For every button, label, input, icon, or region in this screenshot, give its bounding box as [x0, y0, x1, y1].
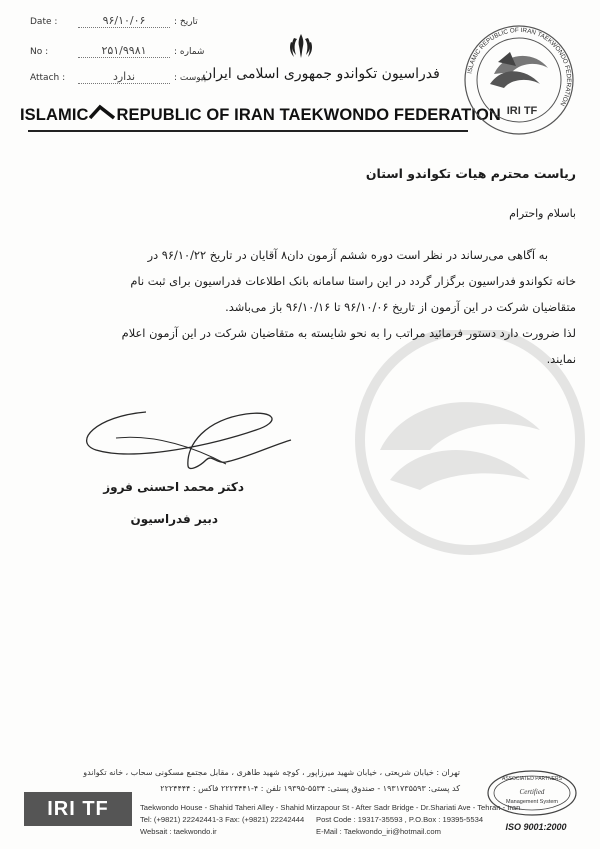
body-line: لذا ضرورت دارد دستور فرمائید مراتب را به نحو شایسته به متقاضیان شرکت در این آزمون اعلام — [121, 326, 576, 340]
letter-salutation: ریاست محترم هیات تکواندو استان — [365, 166, 576, 181]
date-value: ۹۶/۱۰/۰۶ — [78, 14, 170, 28]
seal-mid2-text: Management System — [506, 799, 558, 805]
number-row — [30, 44, 204, 58]
attach-value: ندارد — [78, 70, 170, 84]
footer-en-address: Taekwondo House - Shahid Taheri Alley - Shahid Mirzapour St - After Sadr Bridge - Dr.Shariati Ave - Tehran - Iran — [140, 803, 521, 812]
logo-ring-text: ISLAMIC REPUBLIC OF IRAN TAEKWONDO FEDERATION — [466, 26, 573, 107]
footer-fa-contact: کد پستی: ۱۹۳۱۷۳۵۵۹۳ - صندوق پستی: ۵۵۳۴-۱۹۳۹۵ تلفن : ۴-۲۲۲۴۴۴۱ فاکس : ۲۲۲۴۴۴۴ — [160, 784, 460, 793]
federation-logo-icon — [464, 22, 574, 140]
footer-en-post: Post Code : 19317-35593 , P.O.Box : 19395-5534 — [316, 815, 484, 824]
footer-en-mail: E-Mail : Taekwondo_iri@hotmail.com — [316, 827, 441, 836]
en-title-part-b: REPUBLIC OF IRAN TAEKWONDO FEDERATION — [116, 106, 501, 124]
footer-en-web: Websait : taekwondo.ir — [140, 827, 217, 836]
body-line: نمایند. — [546, 352, 576, 366]
footer-en-tel: Tel: (+9821) 22242441-3 Fax: (+9821) 22242444 — [140, 815, 305, 824]
number-label: No : — [30, 47, 49, 57]
en-federation-title — [20, 104, 501, 125]
logo-text: IRI TF — [506, 105, 538, 117]
signer-title: دبیر فدراسیون — [130, 512, 218, 526]
signer-name: دکتر محمد احسنی فروز — [103, 480, 244, 494]
number-value: ۲۵۱/۹۹۸۱ — [78, 44, 170, 58]
iso-certification-seal — [486, 768, 578, 818]
check-mark-icon — [89, 104, 117, 125]
header-divider — [28, 130, 468, 132]
attach-label: Attach : — [30, 73, 66, 83]
date-fa-label: تاریخ : — [174, 17, 198, 27]
date-label: Date : — [30, 17, 58, 27]
body-line: متقاضیان شرکت در این آزمون از تاریخ ۹۶/۱۰/۰۶ تا ۹۶/۱۰/۱۶ باز می‌باشد. — [225, 300, 576, 314]
seal-mid-text: Certified — [519, 788, 545, 796]
en-title-part-a: ISLAMIC — [20, 106, 89, 124]
body-line: خانه تکواندو فدراسیون برگزار گردد در این راستا سامانه بانک اطلاعات فدراسیون برای ثبت نام — [130, 274, 576, 288]
letter-greeting: باسلام واحترام — [509, 207, 576, 220]
iran-emblem-icon — [288, 32, 314, 60]
footer-fa-address: تهران : خیابان شریعتی ، خیابان شهید میرزاپور ، کوچه شهید طاهری ، مقابل مجتمع مسکونی سحاب ، خانه تکواندو — [83, 768, 460, 777]
body-line: به آگاهی می‌رساند در نظر است دوره ششم آزمون دان۸ آقایان در تاریخ ۹۶/۱۰/۲۲ در — [147, 248, 548, 262]
date-row — [30, 14, 198, 28]
seal-top-text: ASSOCIATED PARTNERS — [501, 776, 563, 782]
letter-body — [26, 242, 576, 372]
attach-fa-label: پیوست : — [174, 73, 207, 83]
attach-row — [30, 70, 206, 84]
number-fa-label: شماره : — [174, 47, 205, 57]
handwritten-signature — [76, 404, 296, 476]
iso-standard-label: ISO 9001:2000 — [505, 822, 567, 832]
fa-federation-title: فدراسیون تکواندو جمهوری اسلامی ایران — [202, 66, 440, 82]
svg-text:ISLAMIC REPUBLIC OF IRAN TAEKW — [466, 27, 572, 107]
footer-logo: IRI TF — [24, 792, 132, 826]
